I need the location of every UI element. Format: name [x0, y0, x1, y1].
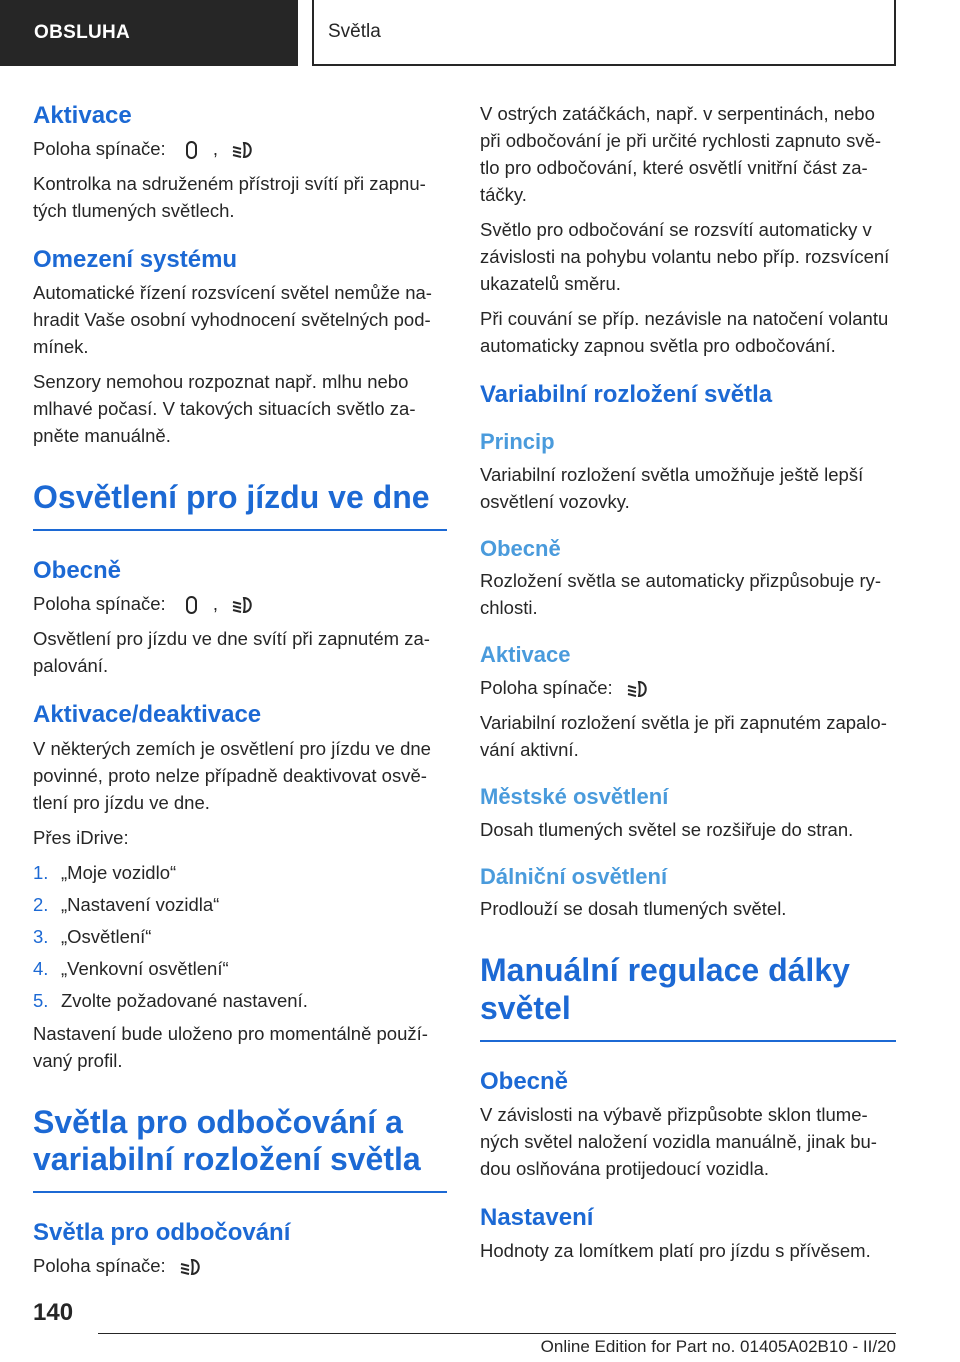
cornering-text-1: V ostrých zatáčkách, např. v serpentinách, nebo při odbočování je při určité rychlosti zapnuto svě-tlo pro odbočování, které osvětlí vnitřní část za-táčky. — [480, 103, 882, 205]
heading-nastaveni: Nastavení — [480, 1203, 594, 1231]
aktivace-text: Kontrolka na sdruženém přístroji svítí při zapnu-tých tlumených světlech. — [33, 173, 426, 222]
heading-drl-obecne: Obecně — [33, 557, 122, 585]
drl-obecne-text: Osvětlení pro jízdu ve dne svítí při zapnutém za-palování. — [33, 628, 430, 677]
list-number: 4. — [33, 957, 49, 979]
obecne-text: Rozložení světla se automaticky přizpůsobuje ry-chlosti. — [480, 570, 882, 619]
list-item — [33, 891, 447, 918]
page-number: 140 — [33, 1299, 74, 1326]
separator: , — [212, 138, 218, 160]
chapter-tab: Světla — [312, 0, 896, 66]
switch-label: Poloha spínače: — [480, 676, 613, 698]
heading-dalnicni: Dálniční osvětlení — [480, 863, 668, 889]
saved-text: Nastavení bude uloženo pro momentálně použí-vaný profil. — [33, 1022, 428, 1071]
list-number: 1. — [33, 861, 49, 883]
page-header — [0, 0, 960, 66]
heading-cornering: Světla pro odbočování a variabilní rozložení světla — [33, 1104, 447, 1194]
heading-drl: Osvětlení pro jízdu ve dne — [33, 479, 447, 531]
heading-aktivace: Aktivace — [33, 102, 132, 129]
heading-cornering-sub: Světla pro odbočování — [33, 1219, 291, 1246]
list-text: „Venkovní osvětlení“ — [61, 957, 229, 979]
left-column — [33, 100, 447, 1287]
list-text: „Nastavení vozidla“ — [61, 893, 220, 915]
drl-switch-position-line — [33, 590, 447, 617]
list-number: 2. — [33, 893, 49, 915]
list-text: „Osvětlení“ — [61, 925, 152, 947]
cornering-text-3: Při couvání se příp. nezávisle na natočení volantu automaticky zapnou světla pro odbočování. — [480, 308, 889, 356]
aktivace-switch-position-line — [480, 674, 896, 701]
switch-position-line — [33, 135, 447, 162]
list-number: 3. — [33, 925, 49, 947]
separator: , — [212, 593, 218, 615]
heading-manual-obecne: Obecně — [480, 1067, 569, 1095]
switch-label: Poloha spínače: — [33, 1255, 166, 1277]
page-footer — [0, 1285, 960, 1362]
heading-omezeni: Omezení systému — [33, 246, 238, 274]
omezeni-text-2: Senzory nemohou rozpoznat např. mlhu nebo mlhavé počasí. V takových situacích světlo za-pněte manuálně. — [33, 371, 416, 447]
cornering-text-2: Světlo pro odbočování se rozsvítí automaticky v závislosti na pohybu volantu nebo příp. rozsvícení ukazatelů směru. — [480, 219, 890, 294]
list-item — [33, 955, 447, 982]
heading-princip: Princip — [480, 429, 555, 455]
low-beam-icon — [231, 594, 257, 616]
heading-aktivace-right: Aktivace — [480, 642, 571, 668]
list-text: „Moje vozidlo“ — [61, 861, 177, 883]
low-beam-icon — [179, 1256, 205, 1278]
right-column — [480, 100, 896, 1272]
heading-drl-aktivace: Aktivace/deaktivace — [33, 701, 262, 729]
omezeni-text-1: Automatické řízení rozsvícení světel nemůže na-hradit Vaše osobní vyhodnocení světelných pod-mínek. — [33, 282, 432, 358]
switch-label: Poloha spínače: — [33, 138, 166, 160]
idrive-steps — [33, 859, 447, 1014]
footer-divider — [98, 1333, 896, 1334]
list-number: 5. — [33, 989, 49, 1011]
drl-aktivace-text: V některých zemích je osvětlení pro jízdu ve dne povinné, proto nelze případně deaktivovat osvě-tlení pro jízdu ve dne. — [33, 737, 431, 813]
idrive-label: Přes iDrive: — [33, 826, 129, 848]
low-beam-icon — [626, 678, 652, 700]
dalnicni-text: Prodlouží se dosah tlumených světel. — [480, 898, 787, 920]
nastaveni-text: Hodnoty za lomítkem platí pro jízdu s přívěsem. — [480, 1240, 871, 1262]
section-tab: OBSLUHA — [0, 0, 298, 66]
manual-obecne-text: V závislosti na výbavě přizpůsobte sklon tlume-ných světel naložení vozidla manuálně, jinak bu-dou oslňována protijedoucí vozidla. — [480, 1103, 877, 1179]
list-item — [33, 987, 447, 1014]
list-item — [33, 923, 447, 950]
aktivace-text-right: Variabilní rozložení světla je při zapnutém zapalo-vání aktivní. — [480, 711, 887, 760]
heading-variable-light: Variabilní rozložení světla — [480, 381, 773, 408]
auto-light-icon — [179, 594, 205, 616]
edition-text: Online Edition for Part no. 01405A02B10 - II/20 — [540, 1337, 896, 1356]
list-item — [33, 859, 447, 886]
mestske-text: Dosah tlumených světel se rozšiřuje do stran. — [480, 818, 854, 840]
list-text: Zvolte požadované nastavení. — [61, 989, 308, 1011]
heading-manual-beam: Manuální regulace dálky světel — [480, 952, 896, 1042]
switch-label: Poloha spínače: — [33, 593, 166, 615]
low-beam-icon — [231, 139, 257, 161]
princip-text: Variabilní rozložení světla umožňuje ještě lepší osvětlení vozovky. — [480, 463, 864, 512]
heading-obecne: Obecně — [480, 535, 561, 561]
cornering-switch-position-line — [33, 1252, 447, 1279]
auto-light-icon — [179, 139, 205, 161]
heading-mestske: Městské osvětlení — [480, 783, 669, 809]
